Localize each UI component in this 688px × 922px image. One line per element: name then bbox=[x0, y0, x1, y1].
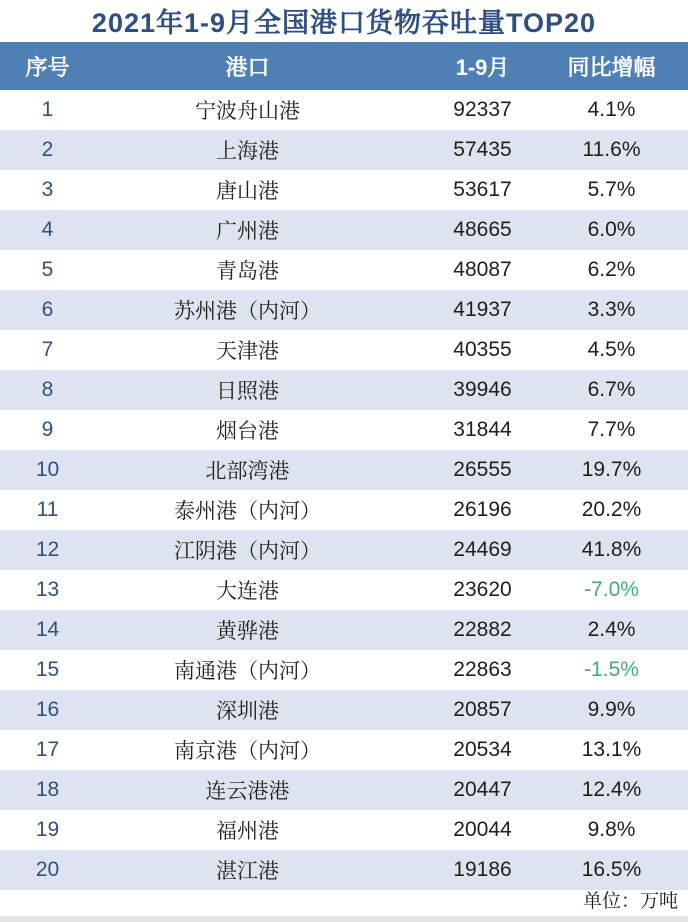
col-header-period: 1-9月 bbox=[455, 54, 510, 80]
table-row bbox=[0, 490, 688, 530]
growth-cell: 9.8% bbox=[587, 818, 636, 841]
table-row bbox=[0, 770, 688, 810]
rank-cell: 8 bbox=[41, 378, 54, 401]
value-cell: 92337 bbox=[453, 98, 512, 121]
growth-cell: -1.5% bbox=[584, 658, 639, 681]
table-row bbox=[0, 170, 688, 210]
growth-cell: 7.7% bbox=[587, 418, 636, 441]
rank-cell: 12 bbox=[35, 538, 60, 561]
port-cell: 湛江港 bbox=[216, 860, 279, 883]
rank-cell: 16 bbox=[35, 698, 60, 721]
value-cell: 39946 bbox=[453, 378, 512, 401]
growth-cell: 6.7% bbox=[587, 378, 636, 401]
col-header-port: 港口 bbox=[225, 54, 270, 80]
value-cell: 23620 bbox=[453, 578, 512, 601]
port-cell: 江阴港（内河） bbox=[174, 540, 321, 563]
table-row bbox=[0, 250, 688, 290]
table-row bbox=[0, 410, 688, 450]
port-cell: 北部湾港 bbox=[205, 460, 290, 483]
col-header-growth: 同比增幅 bbox=[567, 54, 656, 80]
rank-cell: 14 bbox=[35, 618, 60, 641]
growth-cell: 3.3% bbox=[587, 298, 636, 321]
table-row bbox=[0, 330, 688, 370]
table-row bbox=[0, 210, 688, 250]
rank-cell: 7 bbox=[41, 338, 54, 361]
growth-cell: 2.4% bbox=[587, 618, 636, 641]
value-cell: 26555 bbox=[453, 458, 512, 481]
rank-cell: 5 bbox=[41, 258, 54, 281]
value-cell: 20044 bbox=[453, 818, 512, 841]
table-row bbox=[0, 610, 688, 650]
table-row bbox=[0, 290, 688, 330]
page-title: 2021年1-9月全国港口货物吞吐量TOP20 bbox=[91, 8, 597, 38]
value-cell: 48087 bbox=[453, 258, 512, 281]
col-header-rank: 序号 bbox=[25, 54, 70, 80]
rank-cell: 9 bbox=[41, 418, 54, 441]
table-header-row bbox=[0, 42, 688, 90]
port-cell: 上海港 bbox=[216, 140, 279, 163]
value-cell: 22882 bbox=[453, 618, 512, 641]
growth-cell: 11.6% bbox=[582, 138, 641, 161]
port-cell: 南通港（内河） bbox=[174, 660, 321, 683]
value-cell: 22863 bbox=[453, 658, 512, 681]
port-cell: 日照港 bbox=[216, 380, 279, 403]
port-cell: 黄骅港 bbox=[216, 620, 279, 643]
port-cell: 广州港 bbox=[216, 220, 279, 243]
value-cell: 53617 bbox=[453, 178, 512, 201]
value-cell: 19186 bbox=[453, 858, 512, 881]
growth-cell: 4.5% bbox=[587, 338, 636, 361]
growth-cell: 12.4% bbox=[581, 778, 642, 801]
rank-cell: 15 bbox=[35, 658, 60, 681]
rank-cell: 19 bbox=[35, 818, 60, 841]
table-row bbox=[0, 130, 688, 170]
rank-cell: 20 bbox=[35, 858, 60, 881]
table-row bbox=[0, 850, 688, 890]
growth-cell: 16.5% bbox=[581, 858, 642, 881]
table-row bbox=[0, 650, 688, 690]
growth-cell: 9.9% bbox=[587, 698, 636, 721]
value-cell: 31844 bbox=[453, 418, 512, 441]
growth-cell: 41.8% bbox=[581, 538, 642, 561]
port-cell: 南京港（内河） bbox=[174, 740, 321, 763]
value-cell: 57435 bbox=[453, 138, 512, 161]
port-cell: 大连港 bbox=[216, 580, 279, 603]
bottom-strip bbox=[0, 916, 688, 922]
growth-cell: 4.1% bbox=[587, 98, 636, 121]
port-cell: 连云港港 bbox=[205, 780, 290, 803]
port-cell: 苏州港（内河） bbox=[174, 300, 321, 323]
table-row bbox=[0, 90, 688, 130]
value-cell: 24469 bbox=[453, 538, 512, 561]
table-row bbox=[0, 370, 688, 410]
growth-cell: 5.7% bbox=[587, 178, 636, 201]
rank-cell: 18 bbox=[35, 778, 60, 801]
port-cell: 宁波舟山港 bbox=[195, 100, 300, 123]
table-row bbox=[0, 690, 688, 730]
rank-cell: 10 bbox=[35, 458, 60, 481]
value-cell: 20447 bbox=[453, 778, 512, 801]
growth-cell: 13.1% bbox=[581, 738, 642, 761]
table-row bbox=[0, 570, 688, 610]
value-cell: 20534 bbox=[453, 738, 512, 761]
rank-cell: 13 bbox=[35, 578, 60, 601]
growth-cell: 6.0% bbox=[587, 218, 636, 241]
rank-cell: 11 bbox=[36, 498, 59, 521]
rank-cell: 3 bbox=[41, 178, 54, 201]
unit-note: 单位：万吨 bbox=[582, 891, 678, 912]
growth-cell: 6.2% bbox=[587, 258, 636, 281]
rank-cell: 17 bbox=[35, 738, 60, 761]
growth-cell: 19.7% bbox=[581, 458, 642, 481]
value-cell: 20857 bbox=[453, 698, 512, 721]
port-cell: 深圳港 bbox=[216, 700, 279, 723]
value-cell: 48665 bbox=[453, 218, 512, 241]
rank-cell: 1 bbox=[41, 98, 54, 121]
port-cell: 唐山港 bbox=[216, 180, 279, 203]
port-cell: 烟台港 bbox=[216, 420, 279, 443]
port-cell: 福州港 bbox=[216, 820, 279, 843]
growth-cell: -7.0% bbox=[584, 578, 639, 601]
rank-cell: 4 bbox=[41, 218, 54, 241]
port-cell: 青岛港 bbox=[216, 260, 279, 283]
table-body bbox=[0, 90, 688, 890]
port-cell: 泰州港（内河） bbox=[174, 500, 321, 523]
rank-cell: 6 bbox=[41, 298, 54, 321]
table-row bbox=[0, 730, 688, 770]
port-cell: 天津港 bbox=[216, 340, 279, 363]
table-row bbox=[0, 810, 688, 850]
rank-cell: 2 bbox=[41, 138, 54, 161]
value-cell: 40355 bbox=[453, 338, 512, 361]
table-row bbox=[0, 530, 688, 570]
table-row bbox=[0, 450, 688, 490]
value-cell: 41937 bbox=[453, 298, 512, 321]
growth-cell: 20.2% bbox=[581, 498, 642, 521]
value-cell: 26196 bbox=[453, 498, 512, 521]
